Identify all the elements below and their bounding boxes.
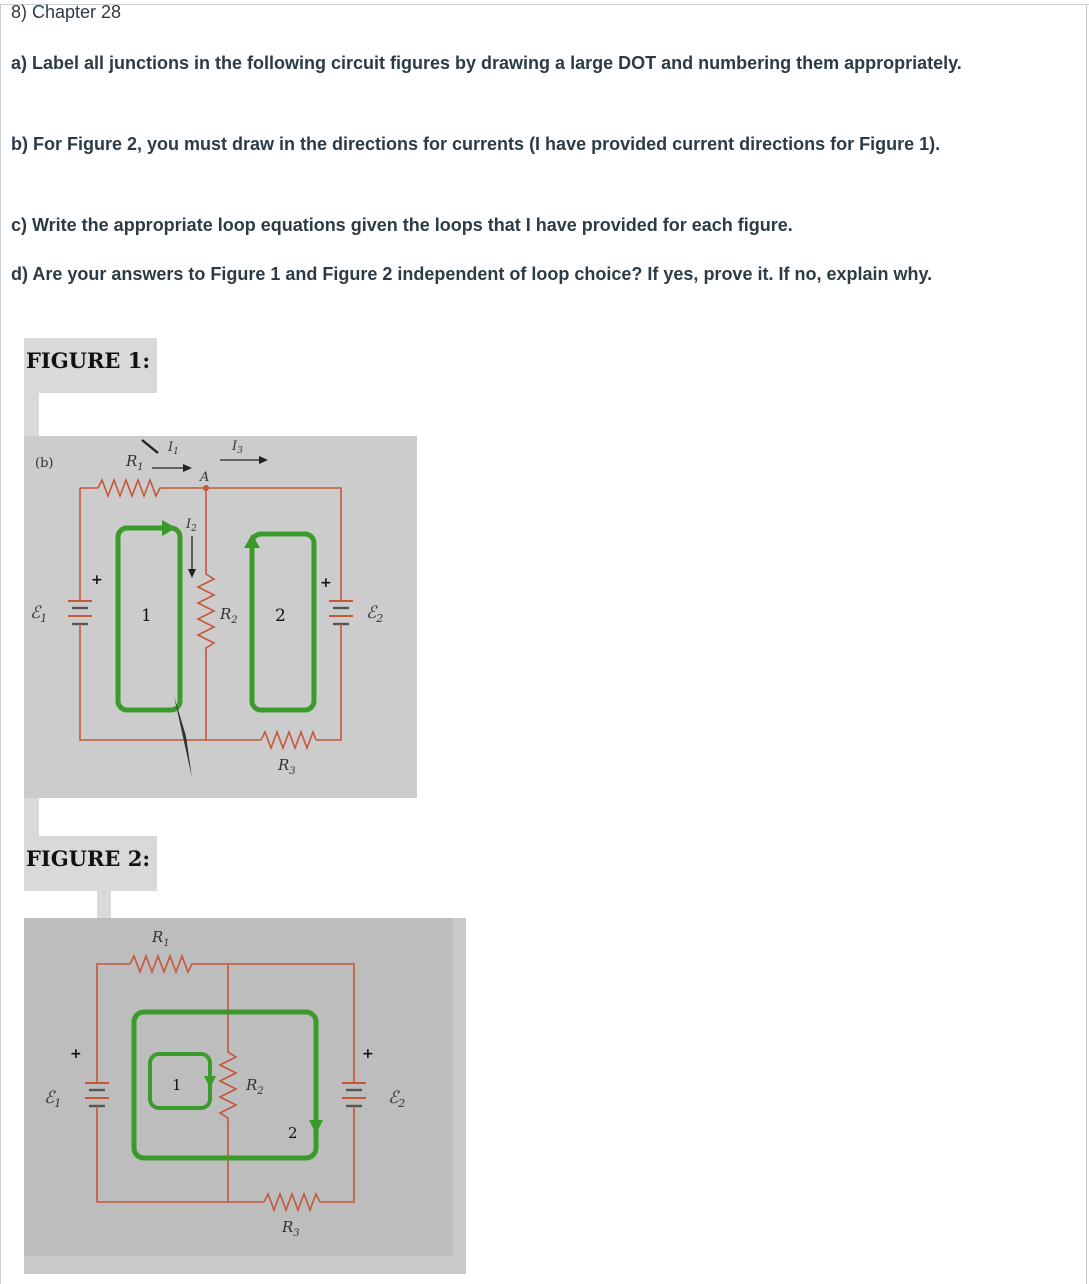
figure2-r2-label: $R_2$ xyxy=(246,1076,264,1097)
question-b: b) For Figure 2, you must draw in the directions for currents (I have provided current directions for Figure 1). xyxy=(11,134,941,154)
figure2-r1-label: $R_1$ xyxy=(152,928,170,949)
figure1-e1-plus: + xyxy=(91,572,103,588)
figure1-i3-label: $I_3$ xyxy=(232,439,243,456)
question-d: d) Are your answers to Figure 1 and Figure 2 independent of loop choice? If yes, prove it. If no, explain why. xyxy=(11,264,933,284)
figure1-r2-label: $R_2$ xyxy=(220,605,238,626)
figure1-connector xyxy=(24,393,39,437)
figure1-i2-label: $I_2$ xyxy=(186,517,197,534)
figure2-e2-label: ℰ$_2$ xyxy=(388,1088,406,1110)
frame-left-border xyxy=(0,4,1,1284)
figure2-r3-label: $R_3$ xyxy=(282,1218,300,1239)
figure2-loop1-number: 1 xyxy=(172,1076,182,1094)
figure1-i1-label: $I_1$ xyxy=(168,440,179,457)
figure1-r1-label: $R_1$ xyxy=(126,452,144,473)
figure2-circuit xyxy=(24,918,466,1274)
figure2-e1-label: ℰ$_1$ xyxy=(44,1088,62,1110)
figure2-connector-top xyxy=(24,798,39,838)
figure2-panel xyxy=(24,918,453,1256)
figure1-e2-label: ℰ$_2$ xyxy=(366,603,384,625)
figure1-r3-label: $R_3$ xyxy=(278,756,296,777)
figure1-node-a-dot xyxy=(203,485,209,491)
question-c: c) Write the appropriate loop equations given the loops that I have provided for each figure. xyxy=(11,215,793,235)
figure1-loop2-number: 2 xyxy=(275,606,286,626)
frame-right-border xyxy=(1086,4,1087,1284)
figure2-connector xyxy=(97,891,111,918)
figure2-loop2-number: 2 xyxy=(288,1124,298,1142)
figure1-circuit xyxy=(24,436,417,798)
figure1-part-label: (b) xyxy=(35,456,54,471)
figure1-node-a-label: A xyxy=(200,470,210,485)
question-heading: 8) Chapter 28 xyxy=(11,2,122,22)
figure1-label: FIGURE 1: xyxy=(26,348,151,373)
frame-top-border xyxy=(0,4,1089,5)
figure2-e1-plus: + xyxy=(70,1046,82,1062)
figure1-e1-label: ℰ$_1$ xyxy=(30,603,48,625)
figure1-loop1-number: 1 xyxy=(141,606,152,626)
figure1-e2-plus: + xyxy=(320,575,332,591)
figure2-e2-plus: + xyxy=(362,1046,374,1062)
question-a: a) Label all junctions in the following circuit figures by drawing a large DOT and numbering them appropriately. xyxy=(11,53,962,73)
figure2-label: FIGURE 2: xyxy=(26,846,151,871)
